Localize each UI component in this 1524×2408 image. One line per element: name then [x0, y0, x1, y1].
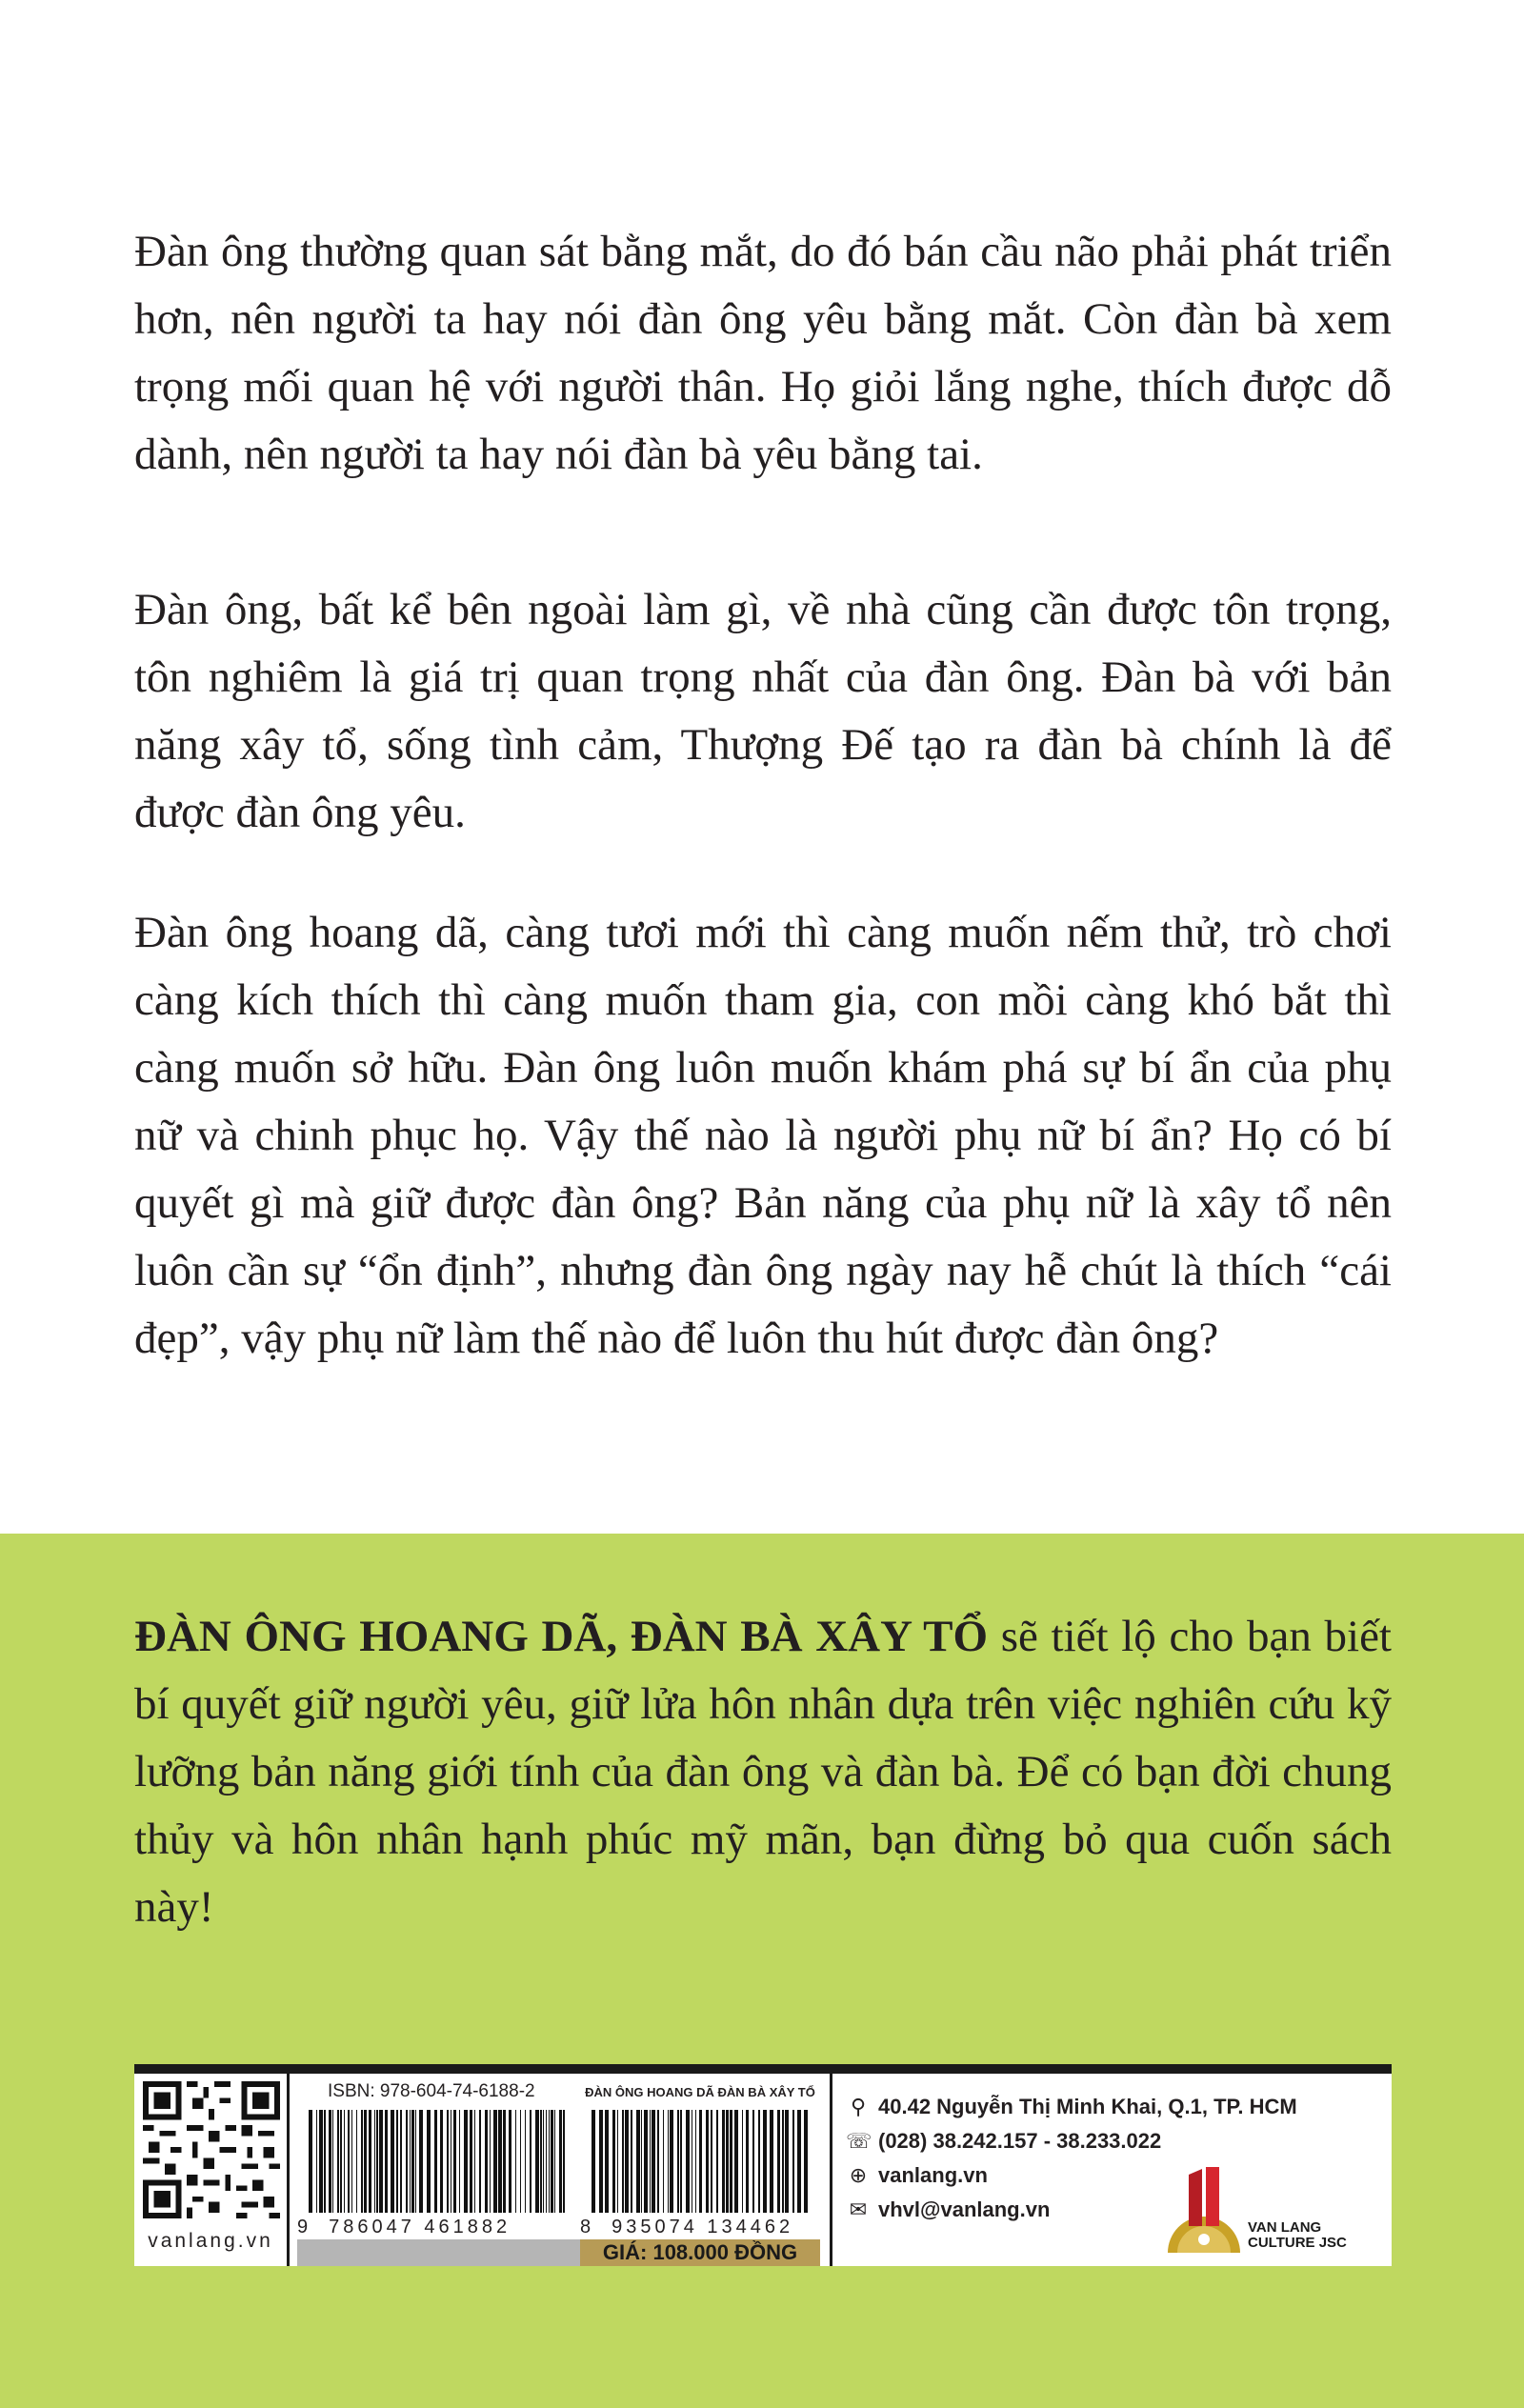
barcode-bar	[319, 2110, 323, 2213]
book-title: ĐÀN ÔNG HOANG DÃ, ĐÀN BÀ XÂY TỔ	[134, 1612, 989, 1661]
barcode-bar	[543, 2110, 544, 2213]
barcode-bar	[474, 2110, 475, 2213]
barcode-bar	[376, 2110, 378, 2213]
barcode-bar	[447, 2110, 449, 2213]
paragraph-1: Đàn ông thường quan sát bằng mắt, do đó bán cầu não phải phát triển hơn, nên người ta hay nói đàn ông yêu bằng mắt. Còn đàn bà xem trọng mối quan hệ với người thân. Họ giỏi lắng nghe, thích được dỗ dành, nên người ta hay nói đàn bà yêu bằng tai.	[134, 227, 1392, 479]
barcode-bar	[563, 2110, 565, 2213]
barcode-bar	[411, 2110, 414, 2213]
barcode-bar	[551, 2110, 553, 2213]
barcode-bar	[546, 2110, 547, 2213]
barcode-bar	[599, 2110, 603, 2213]
qr-label: vanlang.vn	[148, 2230, 273, 2252]
qr-code-icon	[143, 2081, 280, 2218]
phone-icon: ☏	[846, 2129, 872, 2153]
barcode-bar	[515, 2110, 516, 2213]
barcode-bar	[396, 2110, 398, 2213]
location-pin-icon: ⚲	[850, 2095, 867, 2118]
barcode-bar	[410, 2110, 411, 2213]
barcode-bar	[605, 2110, 609, 2213]
barcode-bar	[559, 2110, 562, 2213]
barcode-bar	[340, 2110, 342, 2213]
barcode-bar	[622, 2110, 624, 2213]
barcode-bar	[554, 2110, 555, 2213]
barcode-book-title: ĐÀN ÔNG HOANG DÃ ĐÀN BÀ XÂY TỔ	[585, 2085, 815, 2099]
barcode-bar	[391, 2110, 394, 2213]
barcode-bar	[348, 2110, 350, 2213]
barcode-digits	[297, 2217, 580, 2238]
barcode-bar	[332, 2110, 333, 2213]
barcode-digit-groups: 786047 461882	[329, 2217, 511, 2237]
publisher-brand	[1248, 2220, 1391, 2251]
barcode-bar	[680, 2110, 682, 2213]
barcode-bar	[485, 2110, 488, 2213]
barcode-bar	[369, 2110, 371, 2213]
barcode-bar	[520, 2110, 521, 2213]
barcode-bar	[493, 2110, 497, 2213]
isbn-label: ISBN: 978-604-74-6188-2	[328, 2081, 535, 2101]
barcode-bar	[668, 2110, 669, 2213]
barcode-bar	[440, 2110, 443, 2213]
barcode-bar	[324, 2110, 326, 2213]
globe-icon: ⊕	[849, 2163, 868, 2187]
barcode-bar	[400, 2110, 402, 2213]
barcode-bar	[746, 2110, 749, 2213]
barcode-bar	[427, 2110, 431, 2213]
barcode-bar	[763, 2110, 767, 2213]
barcode-bar	[406, 2110, 408, 2213]
barcode-bar	[525, 2110, 526, 2213]
barcode-bar	[722, 2110, 725, 2213]
barcode-bar	[726, 2110, 729, 2213]
barcode-bar	[706, 2110, 709, 2213]
barcode-bar	[785, 2110, 789, 2213]
barcode-bar	[535, 2110, 539, 2213]
barcode-bar	[650, 2110, 651, 2213]
barcode-bar	[498, 2110, 502, 2213]
barcode-bar	[699, 2110, 702, 2213]
barcode-bar	[356, 2110, 357, 2213]
barcode-bar	[337, 2110, 339, 2213]
barcode-bar	[677, 2110, 679, 2213]
barcode-bar	[479, 2110, 481, 2213]
barcode-bar	[453, 2110, 456, 2213]
barcode-bar	[592, 2110, 595, 2213]
barcode-bar	[490, 2110, 491, 2213]
barcode-icon	[592, 2110, 809, 2213]
brand-name: VAN LANG	[1248, 2219, 1322, 2236]
barcode-bar	[797, 2110, 801, 2213]
website-link[interactable]: vanlang.vn	[878, 2163, 988, 2187]
barcode-bar	[419, 2110, 423, 2213]
barcode-bar	[612, 2110, 615, 2213]
barcode-bar	[530, 2110, 531, 2213]
barcode-bar	[777, 2110, 780, 2213]
barcode-bar	[344, 2110, 345, 2213]
barcode-bar	[670, 2110, 673, 2213]
barcode-bar	[625, 2110, 629, 2213]
barcode-bar	[464, 2110, 468, 2213]
barcode-bar	[503, 2110, 506, 2213]
blurb-text: sẽ tiết lộ cho bạn biết bí quyết giữ người yêu, giữ lửa hôn nhân dựa trên việc nghiên cứu kỹ lưỡng bản năng giới tính của đàn ông và đàn bà. Để có bạn đời chung thủy và hôn nhân hạnh phúc mỹ mãn, bạn đừng bỏ qua cuốn sách này!	[134, 1612, 1392, 1932]
barcode-bar	[686, 2110, 690, 2213]
barcode-bar	[652, 2110, 655, 2213]
mail-icon: ✉	[849, 2197, 868, 2221]
barcode-bar	[663, 2110, 664, 2213]
brand-suffix: CULTURE JSC	[1248, 2235, 1347, 2251]
paragraph-3: Đàn ông hoang dã, càng tươi mới thì càng muốn nếm thử, trò chơi càng kích thích thì càng muốn tham gia, con mồi càng khó bắt thì càng muốn sở hữu. Đàn ông luôn muốn khám phá sự bí ẩn của phụ nữ và chinh phục họ. Vậy thế nào là người phụ nữ bí ẩn? Họ có bí quyết gì mà giữ được đàn ông? Bản năng của phụ nữ là xây tổ nên luôn cần sự “ổn định”, nhưng đàn ông ngày nay hễ chút là thích “cái đẹp”, vậy phụ nữ làm thế nào để luôn thu hút được đàn ông?	[134, 908, 1392, 1363]
barcode-digit-groups: 935074 134462	[612, 2217, 794, 2237]
barcode-bar	[316, 2110, 317, 2213]
barcode-bar	[804, 2110, 808, 2213]
barcode-digits	[580, 2217, 820, 2238]
barcode-bar	[695, 2110, 696, 2213]
barcode-bar	[385, 2110, 388, 2213]
barcode-digit-left: 8	[580, 2217, 595, 2237]
barcode-bar	[309, 2110, 312, 2213]
barcode-bar	[716, 2110, 718, 2213]
barcode-icon	[309, 2110, 569, 2213]
barcode-bar	[549, 2110, 550, 2213]
barcode-bar	[644, 2110, 648, 2213]
barcode-digit-left: 9	[297, 2217, 312, 2237]
barcode-bar	[758, 2110, 760, 2213]
barcode-bar	[734, 2110, 738, 2213]
barcode-bar	[782, 2110, 784, 2213]
barcode-bar	[329, 2110, 331, 2213]
qr-block	[134, 2074, 290, 2266]
grey-band	[297, 2239, 580, 2266]
barcode-bar	[540, 2110, 542, 2213]
product-barcode	[580, 2074, 820, 2266]
blurb	[134, 1603, 1392, 1941]
barcode-bar	[631, 2110, 632, 2213]
isbn-barcode	[297, 2074, 580, 2266]
barcode-bar	[617, 2110, 618, 2213]
barcode-bar	[657, 2110, 659, 2213]
barcode-bar	[364, 2110, 367, 2213]
phone-text: (028) 38.242.157 - 38.233.022	[878, 2129, 1162, 2153]
barcode-bar	[770, 2110, 773, 2213]
barcode-bar	[415, 2110, 416, 2213]
barcode-bar	[470, 2110, 472, 2213]
phone-row	[846, 2127, 1161, 2156]
barcode-bar	[752, 2110, 754, 2213]
paragraph-2: Đàn ông, bất kể bên ngoài làm gì, về nhà cũng cần được tôn trọng, tôn nghiêm là giá trị quan trọng nhất của đàn ông. Đàn bà với bản năng xây tổ, sống tình cảm, Thượng Đế tạo ra đàn bà chính là để được đàn ông yêu.	[134, 585, 1392, 837]
barcode-bar	[374, 2110, 375, 2213]
barcode-bar	[459, 2110, 460, 2213]
barcode-bar	[636, 2110, 640, 2213]
barcode-bar	[730, 2110, 732, 2213]
website-row[interactable]	[846, 2161, 988, 2190]
barcode-bar	[351, 2110, 352, 2213]
barcode-bar	[361, 2110, 363, 2213]
barcode-bar	[742, 2110, 743, 2213]
address-text: 40.42 Nguyễn Thị Minh Khai, Q.1, TP. HCM	[878, 2095, 1297, 2118]
publisher-logo-icon	[1160, 2157, 1248, 2262]
barcode-bar	[711, 2110, 712, 2213]
barcode-bar	[509, 2110, 511, 2213]
barcode-bar	[792, 2110, 794, 2213]
price-label: GIÁ: 108.000 ĐỒNG	[602, 2240, 798, 2264]
barcode-bar	[379, 2110, 383, 2213]
barcode-bar	[434, 2110, 437, 2213]
email-row[interactable]	[846, 2196, 1050, 2224]
barcode-bar	[641, 2110, 642, 2213]
address-row	[846, 2093, 1297, 2121]
email-link[interactable]: vhvl@vanlang.vn	[878, 2197, 1051, 2221]
